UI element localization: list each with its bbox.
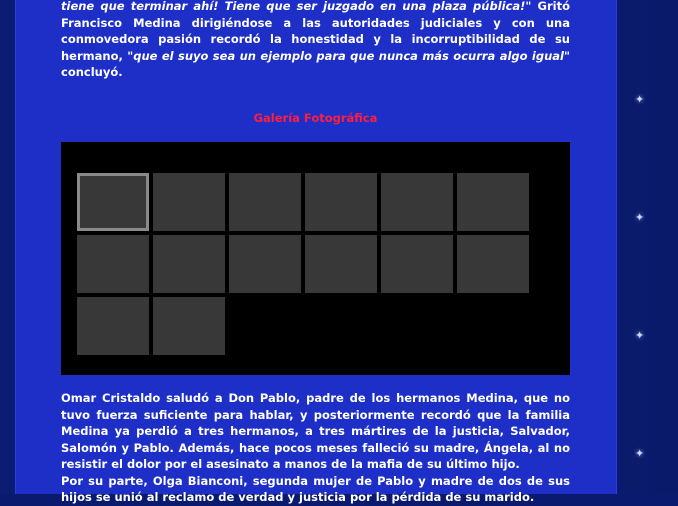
gallery-thumbnail[interactable]: [305, 235, 377, 293]
gallery-thumbnail[interactable]: [457, 173, 529, 231]
body-text: Gritó Francisco Medina dirigiéndose a las autoridades judiciales y con una conmovedora pasión recordó la honestidad y la incorruptibilidad de su hermano,: [61, 0, 570, 63]
article-intro-paragraph: [61, 0, 570, 81]
gallery-thumbnail[interactable]: [153, 235, 225, 293]
gallery-thumbnail[interactable]: [77, 173, 149, 231]
sparkle-icon: ✦: [635, 447, 645, 460]
sparkle-icon: ✦: [635, 211, 645, 224]
quote-text: tiene que terminar ahí! Tiene que ser juzgado en una plaza pública!": [61, 0, 532, 13]
gallery-thumbnail[interactable]: [229, 173, 301, 231]
article-paragraph: Omar Cristaldo saludó a Don Pablo, padre de los hermanos Medina, que no tuvo fuerza suficiente para hablar, y posteriormente recordó que la familia Medina ya perdió a tres hermanos, a tres mártires de la justicia, Salvador, Salomón y Pablo. Además, hace pocos meses falleció su madre, Ángela, al no resistir el dolor por el asesinato a manos de la mafia de su último hijo.: [61, 391, 570, 471]
gallery-thumbnail[interactable]: [457, 235, 529, 293]
sparkle-icon: ✦: [635, 93, 645, 106]
gallery-thumbnail[interactable]: [153, 297, 225, 355]
photo-gallery: [61, 142, 570, 375]
gallery-thumbnail[interactable]: [77, 297, 149, 355]
body-text: concluyó.: [61, 65, 123, 79]
gallery-thumbnail[interactable]: [305, 173, 377, 231]
gallery-thumbnail[interactable]: [381, 235, 453, 293]
gallery-title: Galería Fotográfica: [253, 111, 378, 125]
gallery-thumbnail[interactable]: [153, 173, 225, 231]
gallery-thumbnail[interactable]: [381, 173, 453, 231]
article-paragraph: Por su parte, Olga Bianconi, segunda mujer de Pablo y madre de dos de sus hijos se unió al reclamo de verdad y justicia por la pérdida de su marido.: [61, 473, 570, 504]
quote-text: "que el suyo sea un ejemplo para que nunca más ocurra algo igual": [127, 48, 570, 63]
gallery-thumbnail[interactable]: [77, 235, 149, 293]
sparkle-icon: ✦: [635, 329, 645, 342]
gallery-thumbnail[interactable]: [229, 235, 301, 293]
article-body: [61, 390, 570, 506]
